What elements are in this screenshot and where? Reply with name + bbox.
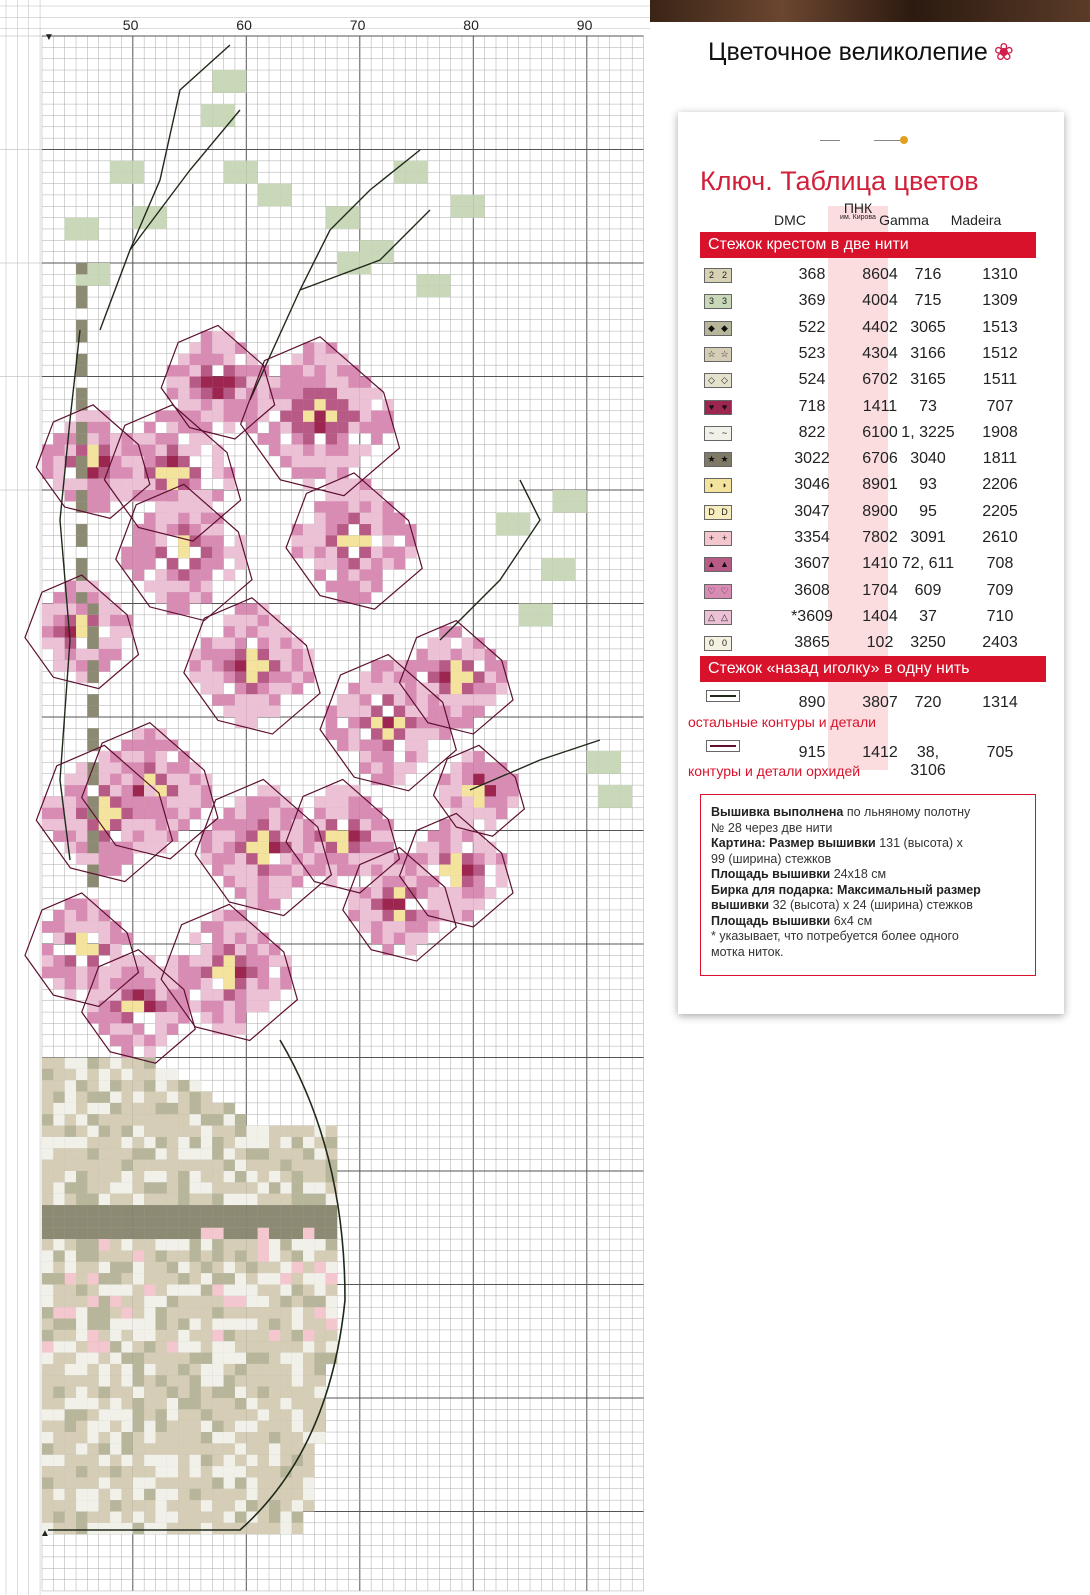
- cell-gamma: 3040: [910, 450, 946, 468]
- pin-icon: [820, 136, 912, 144]
- cell-madeira: 1513: [982, 318, 1018, 336]
- cell-pnk: 3807: [862, 694, 898, 711]
- cell-dmc: 3865: [794, 634, 830, 652]
- cell-pnk: 1410: [862, 555, 898, 573]
- cell-madeira: 1309: [982, 292, 1018, 310]
- cell-madeira: 1811: [982, 450, 1018, 468]
- cell-gamma: 3165: [910, 371, 946, 389]
- stitch-symbol-icon: 3 3: [704, 294, 732, 309]
- cell-gamma: 1, 3225: [901, 423, 955, 441]
- cell-madeira: 2610: [982, 529, 1018, 546]
- cell-gamma: 95: [919, 502, 937, 520]
- cell-dmc: 524: [798, 371, 826, 389]
- cell-pnk: 6702: [862, 371, 898, 389]
- cell-pnk: 1704: [862, 581, 898, 599]
- color-row: [700, 630, 1036, 656]
- cell-gamma: 73: [919, 397, 937, 415]
- cell-dmc: 3046: [794, 476, 830, 494]
- stitch-symbol-icon: 0 0: [704, 636, 732, 651]
- stitch-symbol-icon: △ △: [704, 610, 732, 625]
- color-row: [700, 551, 1036, 577]
- color-row: [700, 341, 1036, 367]
- stitch-symbol-icon: ▲ ▲: [704, 557, 732, 572]
- backstitch-line-icon: [706, 740, 740, 752]
- color-row: [700, 446, 1036, 472]
- cell-madeira: 2403: [982, 634, 1018, 652]
- color-row: [700, 604, 1036, 630]
- stitch-symbol-icon: ◆ ◆: [704, 321, 732, 336]
- column-number: 70: [349, 17, 366, 33]
- cell-dmc: 3608: [794, 581, 830, 599]
- stitch-symbol-icon: ~ ~: [704, 426, 732, 441]
- cell-gamma: 715: [914, 292, 942, 310]
- stitch-symbol-icon: + +: [704, 531, 732, 546]
- cell-madeira: 2205: [982, 502, 1018, 520]
- cell-dmc: 718: [798, 397, 826, 415]
- stitch-symbol-icon: 2 2: [704, 268, 732, 283]
- color-key-card: [678, 112, 1064, 1014]
- embroidery-info-box: Вышивка выполнена по льняному полотну № 28 через две нити Картина: Размер вышивки 131 (высота) х 99 (ширина) стежков Площадь вышивки 24х18 см Бирка для подарка: Максимальный размер вышивки 32 (высота) х 24 (ширина) стежков Площадь вышивки 6х4 см * указывает, что потребуется более одного мотка ниток.: [700, 794, 1036, 976]
- column-number: 50: [122, 17, 139, 33]
- hair-photo-strip: [650, 0, 1090, 22]
- cell-madeira: 707: [986, 397, 1014, 415]
- col-header-dmc: DMC: [774, 212, 806, 228]
- cell-gamma: 609: [914, 581, 942, 599]
- cell-madeira: 1314: [982, 694, 1018, 711]
- section-cross-stitch: Стежок крестом в две нити: [700, 232, 1036, 258]
- stitch-symbol-icon: ♥ ♥: [704, 400, 732, 415]
- cell-gamma: 720: [914, 694, 942, 711]
- cell-gamma: 3166: [910, 344, 946, 362]
- cell-madeira: 709: [986, 581, 1014, 599]
- cell-dmc: 915: [798, 744, 826, 761]
- cell-gamma: 93: [919, 476, 937, 494]
- stitch-symbol-icon: ◗ ◗: [704, 478, 732, 493]
- page-title: Цветочное великолепие ❀: [708, 38, 1014, 66]
- cell-dmc: 822: [798, 423, 826, 441]
- cell-pnk: 102: [866, 634, 894, 652]
- center-arrow-icon: ▼: [44, 32, 54, 43]
- color-row: [700, 420, 1036, 446]
- color-row: [700, 525, 1036, 551]
- key-title: Ключ. Таблица цветов: [700, 166, 979, 196]
- cell-dmc: 522: [798, 318, 826, 336]
- cell-pnk: 1411: [862, 397, 898, 415]
- cell-gamma: 716: [914, 266, 942, 283]
- stitch-symbol-icon: ★ ★: [704, 452, 732, 467]
- col-header-pnk: ПНК им. Кирова: [840, 200, 876, 221]
- color-row: [700, 394, 1036, 420]
- cell-madeira: 710: [986, 607, 1014, 625]
- cell-pnk: 4402: [862, 318, 898, 336]
- cell-madeira: 1908: [982, 423, 1018, 441]
- col-header-madeira: Madeira: [950, 212, 1002, 228]
- cell-gamma: 3250: [910, 634, 946, 652]
- cell-gamma: 37: [919, 607, 937, 625]
- cell-dmc: 523: [798, 344, 826, 362]
- backstitch-note: контуры и детали орхидей: [688, 763, 861, 779]
- cell-pnk: 4304: [862, 344, 898, 362]
- cell-pnk: 7802: [862, 529, 898, 546]
- color-row: [700, 315, 1036, 341]
- color-row: [700, 262, 1036, 288]
- color-row: [700, 499, 1036, 525]
- cell-madeira: 2206: [982, 476, 1018, 494]
- cell-pnk: 1404: [862, 607, 898, 625]
- cell-pnk: 8901: [862, 476, 898, 494]
- cell-pnk: 1412: [862, 744, 898, 761]
- cell-gamma: 3091: [910, 529, 946, 546]
- stitch-symbol-icon: ◇ ◇: [704, 373, 732, 388]
- color-row: [700, 578, 1036, 604]
- cell-madeira: 705: [986, 744, 1014, 761]
- cell-dmc: 3022: [794, 450, 830, 468]
- column-number: 90: [576, 17, 593, 33]
- cell-madeira: 1310: [982, 266, 1018, 283]
- cell-dmc: 3607: [794, 555, 830, 573]
- cell-pnk: 8604: [862, 266, 898, 283]
- cell-madeira: 708: [986, 555, 1014, 573]
- backstitch-row: [700, 690, 1036, 716]
- cell-dmc: 3047: [794, 502, 830, 520]
- cell-gamma: 38, 3106: [910, 744, 946, 779]
- stitch-symbol-icon: ♡ ♡: [704, 584, 732, 599]
- cell-pnk: 6706: [862, 450, 898, 468]
- stitch-symbol-icon: D D: [704, 505, 732, 520]
- col-header-gamma: Gamma: [879, 212, 929, 228]
- cell-dmc: *3609: [791, 607, 833, 625]
- cell-dmc: 890: [798, 694, 826, 711]
- section-backstitch: Стежок «назад иголку» в одну нить: [700, 656, 1046, 682]
- cell-madeira: 1512: [982, 344, 1018, 362]
- backstitch-line-icon: [706, 690, 740, 702]
- color-row: [700, 367, 1036, 393]
- cell-madeira: 1511: [982, 371, 1018, 389]
- color-row: [700, 472, 1036, 498]
- color-row: [700, 288, 1036, 314]
- column-number: 80: [463, 17, 479, 33]
- cell-gamma: 3065: [910, 318, 946, 336]
- cell-pnk: 4004: [862, 292, 898, 310]
- cell-dmc: 3354: [794, 529, 830, 546]
- cell-pnk: 6100: [862, 423, 898, 441]
- cell-dmc: 368: [798, 266, 826, 283]
- column-number: 60: [236, 17, 252, 33]
- stitch-symbol-icon: ☆ ☆: [704, 347, 732, 362]
- cell-pnk: 8900: [862, 502, 898, 520]
- center-arrow-icon: ▲: [40, 1527, 50, 1539]
- cell-gamma: 72, 611: [901, 555, 955, 573]
- backstitch-note: остальные контуры и детали: [688, 714, 876, 730]
- cell-dmc: 369: [798, 292, 826, 310]
- flower-icon: ❀: [993, 39, 1014, 66]
